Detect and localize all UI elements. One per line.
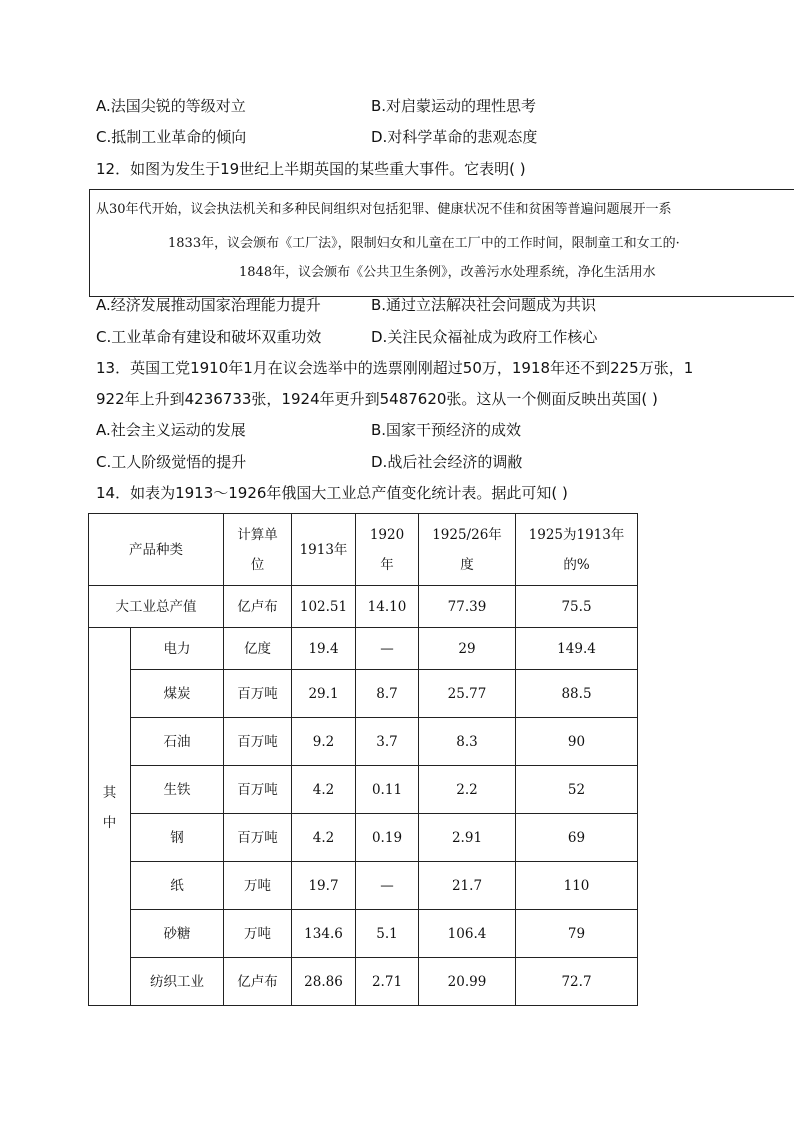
row-1925: 106.4	[419, 910, 516, 958]
row-1925: 8.3	[419, 718, 516, 766]
q12-event-box	[89, 189, 794, 297]
total-1913: 102.51	[292, 586, 356, 628]
row-unit: 万吨	[224, 862, 292, 910]
row-1920: 8.7	[356, 670, 419, 718]
q12-box-line-3: 1848年，议会颁布《公共卫生条例》，改善污水处理系统，净化生活用水	[239, 265, 656, 280]
total-unit: 亿卢布	[224, 586, 292, 628]
total-1920: 14.10	[356, 586, 419, 628]
header-pct	[516, 514, 638, 586]
row-name: 砂糖	[131, 910, 224, 958]
header-category: 产品种类	[89, 514, 224, 586]
table-row	[89, 862, 638, 910]
row-name: 煤炭	[131, 670, 224, 718]
row-1925: 29	[419, 628, 516, 670]
table-row	[89, 910, 638, 958]
table-row	[89, 718, 638, 766]
group-label	[89, 628, 131, 1006]
q14-stem: 14．如表为1913～1926年俄国大工业总产值变化统计表。据此可知( )	[96, 484, 568, 502]
row-1913: 29.1	[292, 670, 356, 718]
row-1913: 19.4	[292, 628, 356, 670]
q13-option-d: D.战后社会经济的调敝	[371, 453, 523, 471]
row-name: 电力	[131, 628, 224, 670]
header-1920	[356, 514, 419, 586]
q13-stem-line-1: 13．英国工党1910年1月在议会选举中的选票刚刚超过50万，1918年还不到225万张，1	[96, 359, 694, 377]
row-1925: 2.91	[419, 814, 516, 862]
row-name: 钢	[131, 814, 224, 862]
row-unit: 百万吨	[224, 766, 292, 814]
row-unit: 百万吨	[224, 814, 292, 862]
industry-output-table	[88, 513, 638, 1006]
row-1913: 28.86	[292, 958, 356, 1006]
header-unit-line-2: 位	[250, 556, 265, 573]
table-row	[89, 958, 638, 1006]
row-1913: 9.2	[292, 718, 356, 766]
header-1920-line-2: 年	[380, 556, 394, 573]
total-pct: 75.5	[516, 586, 638, 628]
table-row	[89, 814, 638, 862]
row-pct: 88.5	[516, 670, 638, 718]
header-unit-line-1: 计算单	[237, 526, 278, 543]
row-1913: 134.6	[292, 910, 356, 958]
table-row	[89, 766, 638, 814]
row-unit: 百万吨	[224, 670, 292, 718]
q12-stem: 12．如图为发生于19世纪上半期英国的某些重大事件。它表明( )	[96, 160, 526, 178]
header-1920-line-1: 1920	[369, 526, 405, 543]
total-1925: 77.39	[419, 586, 516, 628]
row-pct: 69	[516, 814, 638, 862]
table-row-total	[89, 586, 638, 628]
q12-box-line-1: 从30年代开始，议会执法机关和多种民间组织对包括犯罪、健康状况不佳和贫困等普遍问题展开一系	[96, 202, 672, 217]
row-pct: 72.7	[516, 958, 638, 1006]
row-1920: —	[356, 862, 419, 910]
header-1925	[419, 514, 516, 586]
row-unit: 亿度	[224, 628, 292, 670]
header-pct-line-1: 1925为1913年	[528, 526, 625, 543]
header-1925-line-2: 度	[460, 556, 474, 573]
row-1925: 21.7	[419, 862, 516, 910]
row-pct: 52	[516, 766, 638, 814]
row-unit: 百万吨	[224, 718, 292, 766]
row-1920: 3.7	[356, 718, 419, 766]
row-unit: 亿卢布	[224, 958, 292, 1006]
row-name: 生铁	[131, 766, 224, 814]
header-pct-line-2: 的%	[563, 556, 590, 573]
row-1925: 25.77	[419, 670, 516, 718]
q11-option-a: A.法国尖锐的等级对立	[96, 97, 246, 115]
q11-option-b: B.对启蒙运动的理性思考	[371, 97, 537, 115]
q11-option-c: C.抵制工业革命的倾向	[96, 128, 247, 146]
q13-stem-line-2: 922年上升到4236733张，1924年更升到5487620张。这从一个侧面反映出英国( )	[96, 390, 658, 408]
row-name: 纺织工业	[131, 958, 224, 1006]
row-1925: 20.99	[419, 958, 516, 1006]
row-pct: 79	[516, 910, 638, 958]
row-1920: —	[356, 628, 419, 670]
header-1913: 1913年	[292, 514, 356, 586]
row-1913: 4.2	[292, 814, 356, 862]
row-1925: 2.2	[419, 766, 516, 814]
q11-option-d: D.对科学革命的悲观态度	[371, 128, 538, 146]
row-1920: 2.71	[356, 958, 419, 1006]
q12-option-c: C.工业革命有建设和破坏双重功效	[96, 328, 322, 346]
q12-option-b: B.通过立法解决社会问题成为共识	[371, 296, 597, 314]
row-1920: 0.19	[356, 814, 419, 862]
table-row	[89, 670, 638, 718]
row-1913: 19.7	[292, 862, 356, 910]
row-pct: 110	[516, 862, 638, 910]
group-label-line-1: 其	[102, 785, 117, 801]
row-name: 纸	[131, 862, 224, 910]
header-1925-line-1: 1925/26年	[432, 526, 502, 543]
row-name: 石油	[131, 718, 224, 766]
row-1920: 0.11	[356, 766, 419, 814]
total-name: 大工业总产值	[89, 586, 224, 628]
row-pct: 149.4	[516, 628, 638, 670]
q12-option-d: D.关注民众福祉成为政府工作核心	[371, 328, 598, 346]
q13-option-a: A.社会主义运动的发展	[96, 421, 246, 439]
header-unit	[224, 514, 292, 586]
q13-option-b: B.国家干预经济的成效	[371, 421, 522, 439]
row-unit: 万吨	[224, 910, 292, 958]
row-pct: 90	[516, 718, 638, 766]
group-label-line-2: 中	[102, 815, 117, 831]
row-1913: 4.2	[292, 766, 356, 814]
row-1920: 5.1	[356, 910, 419, 958]
table-header-row	[89, 514, 638, 586]
q12-option-a: A.经济发展推动国家治理能力提升	[96, 296, 321, 314]
q12-box-line-2: 1833年，议会颁布《工厂法》，限制妇女和儿童在工厂中的工作时间，限制童工和女工的·	[168, 236, 680, 251]
q13-option-c: C.工人阶级觉悟的提升	[96, 453, 247, 471]
table-row	[89, 628, 638, 670]
